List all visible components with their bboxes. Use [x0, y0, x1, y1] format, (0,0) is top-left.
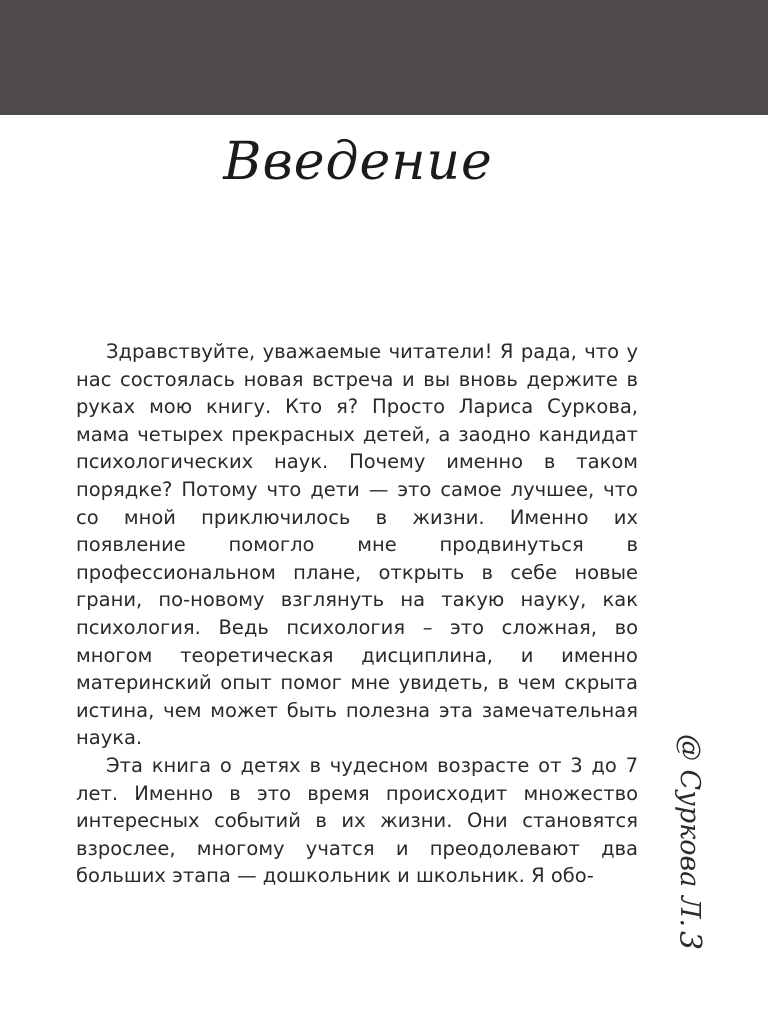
- side-signature: [670, 733, 710, 927]
- side-signature-text: @ Суркова Л.: [674, 733, 706, 927]
- page-number-text: 3: [672, 930, 708, 950]
- paragraph-2: Эта книга о детях в чудесном возрасте от 3 до 7 лет. Именно в это время происходит множество интересных событий в их жизни. Они становятся взрослее, многому учатся и преодолевают два больших этапа — дошкольник и школьник. Я обо-: [76, 753, 638, 888]
- body-text: [76, 338, 638, 890]
- paragraph-1: Здравствуйте, уважаемые читатели! Я рада, что у нас состоялась новая встреча и вы вновь держите в руках мою книгу. Кто я? Просто Лариса Суркова, мама четырех прекрасных детей, а заодно кандидат психологических наук. Почему именно в таком порядке? Потому что дети — это самое лучшее, что со мной приключилось в жизни. Именно их появление помогло мне продвинуться в профессиональном плане, открыть в себе новые грани, по-новому взглянуть на такую науку, как психология. Ведь психология – это сложная, во многом теоретическая дисциплина, и именно материнский опыт помог мне увидеть, в чем скрыта истина, чем может быть полезна эта замечательная наука.: [76, 340, 638, 750]
- page-number: [670, 920, 710, 960]
- header-band: [0, 0, 768, 115]
- chapter-title: Введение: [223, 132, 493, 192]
